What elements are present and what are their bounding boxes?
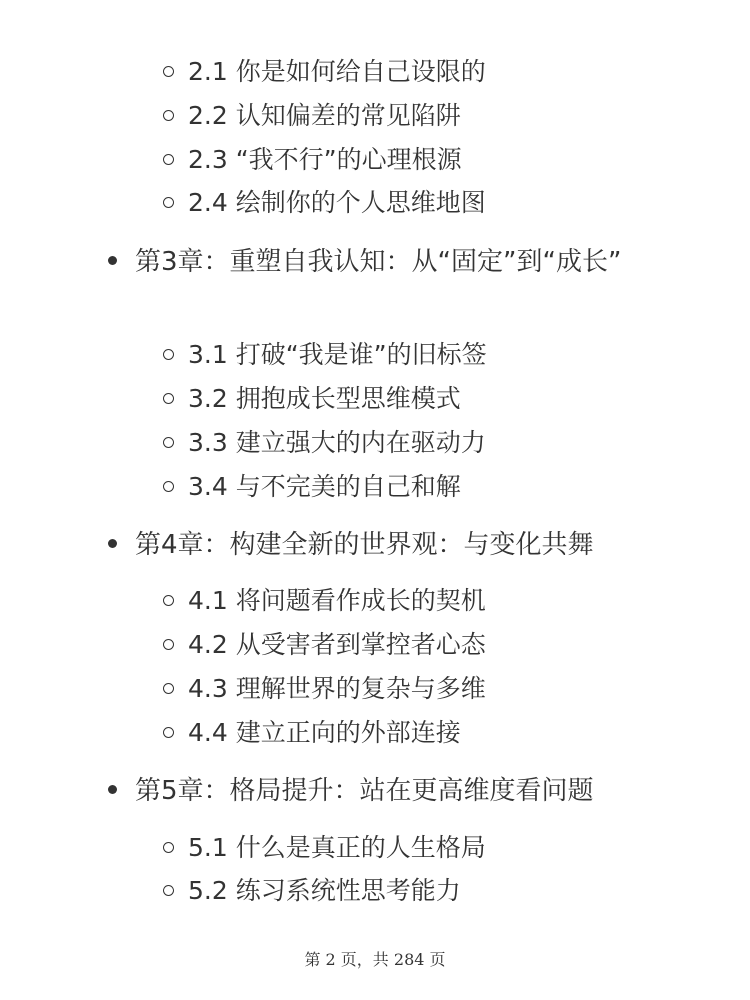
hollow-bullet-icon [163, 66, 174, 77]
toc-subitem-label: 2.4 绘制你的个人思维地图 [188, 188, 486, 217]
hollow-bullet-icon [163, 154, 174, 165]
hollow-bullet-icon [163, 885, 174, 896]
toc-subitem-label: 3.2 拥抱成长型思维模式 [188, 384, 461, 413]
toc-chapter [108, 241, 648, 283]
hollow-bullet-icon [163, 437, 174, 448]
hollow-bullet-icon [163, 110, 174, 121]
bullet-icon [108, 256, 117, 265]
toc-subitem-label: 2.3 “我不行”的心理根源 [188, 145, 462, 174]
toc-chapter-title: 第4章：构建全新的世界观：与变化共舞 [135, 530, 594, 560]
hollow-bullet-icon [163, 639, 174, 650]
toc-subitem-label: 3.3 建立强大的内在驱动力 [188, 428, 486, 457]
toc-subitem-label: 2.1 你是如何给自己设限的 [188, 57, 486, 86]
hollow-bullet-icon [163, 842, 174, 853]
hollow-bullet-icon [163, 393, 174, 404]
toc-chapter-title: 第3章：重塑自我认知：从“固定”到“成长” [135, 247, 622, 277]
toc-subitem-label: 3.4 与不完美的自己和解 [188, 472, 461, 501]
toc-subitem-label: 3.1 打破“我是谁”的旧标签 [188, 340, 487, 369]
toc-subitem-label: 4.1 将问题看作成长的契机 [188, 586, 486, 615]
toc-chapter [108, 524, 648, 566]
toc-subitem-label: 4.2 从受害者到掌控者心态 [188, 630, 486, 659]
page-number-footer: 第 2 页，共 284 页 [304, 950, 446, 969]
hollow-bullet-icon [163, 727, 174, 738]
toc-subitem-label: 2.2 认知偏差的常见陷阱 [188, 101, 461, 130]
hollow-bullet-icon [163, 349, 174, 360]
toc-subitem-label: 4.4 建立正向的外部连接 [188, 718, 461, 747]
toc-subitem-label: 4.3 理解世界的复杂与多维 [188, 674, 486, 703]
toc-subitem-label: 5.1 什么是真正的人生格局 [188, 833, 486, 862]
toc-subitem-label: 5.2 练习系统性思考能力 [188, 876, 461, 905]
toc-chapter [108, 770, 648, 812]
bullet-icon [108, 785, 117, 794]
bullet-icon [108, 539, 117, 548]
hollow-bullet-icon [163, 481, 174, 492]
hollow-bullet-icon [163, 197, 174, 208]
hollow-bullet-icon [163, 595, 174, 606]
toc-chapter-title: 第5章：格局提升：站在更高维度看问题 [135, 776, 594, 806]
hollow-bullet-icon [163, 683, 174, 694]
